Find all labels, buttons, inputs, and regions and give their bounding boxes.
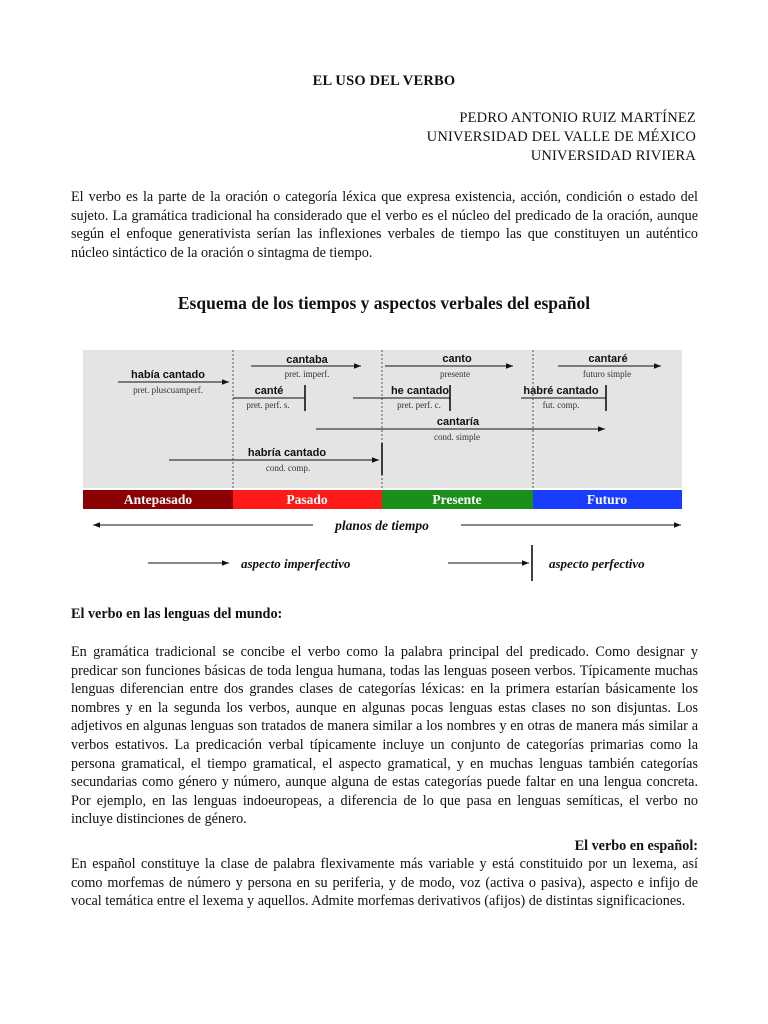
tense-desc-cantaria: cond. simple — [434, 432, 480, 442]
document-title: EL USO DEL VERBO — [312, 73, 456, 89]
tense-diagram-svg — [71, 274, 698, 602]
tense-verb-habre: habré cantado — [523, 385, 599, 397]
author-block — [427, 109, 696, 166]
intro-paragraph: El verbo es la parte de la oración o categoría léxica que expresa existencia, acción, condición o estado del sujeto. La gramática tradicional ha considerado que el verbo es el núcleo del predicado de la oración, aunque según el enfoque generativista serían las inflexiones verbales de tiempo las que constituyen un auténtico núcleo sintáctico de la oración o sintagma de tiempo. — [71, 189, 698, 261]
tense-verb-cantare: cantaré — [588, 353, 628, 365]
affiliation-2: UNIVERSIDAD RIVIERA — [530, 148, 696, 164]
author-name: PEDRO ANTONIO RUIZ MARTÍNEZ — [459, 110, 696, 126]
tense-desc-habia: pret. pluscuamperf. — [133, 385, 203, 395]
tense-desc-he: pret. perf. c. — [397, 400, 441, 410]
period-label-futuro: Futuro — [586, 492, 628, 507]
tense-desc-canto: presente — [440, 369, 470, 379]
period-label-pasado: Pasado — [286, 492, 328, 507]
tense-verb-cantaria: cantaría — [436, 416, 480, 428]
aspect-imperfect-label: aspecto imperfectivo — [241, 556, 351, 571]
diagram-title: Esquema de los tiempos y aspectos verbales del español — [177, 293, 591, 313]
section-paragraph-spanish: En español constituye la clase de palabra flexivamente más variable y está constituido por un lexema, así como morfemas de número y persona en su periferia, y de modo, voz (activa o pasiva), aspecto e infijo de vocal temática entre el lexema y aquellos. Admite morfemas derivativos (afijos) de distintas significaciones. — [71, 856, 698, 910]
section-heading-world: El verbo en las lenguas del mundo: — [71, 606, 283, 622]
tense-desc-cante: pret. perf. s. — [246, 400, 290, 410]
section-paragraph-world: En gramática tradicional se concibe el verbo como la palabra principal del predicado. Como designar y predicar son funciones básicas de toda lengua humana, todas las lenguas poseen verbos. Típicamente muchas lenguas diferencian entre dos grandes clases de categorías léxicas: en la primera estarían básicamente los nombres y en la segunda los verbos, aunque en algunas pocas lenguas estas clases no son disjuntas. Los adjetivos en algunas lenguas son tratados de manera similar a los nombres y en otras de manera más similar a verbos estativos. La predicación verbal típicamente incluye un conjunto de categorías primarias como la persona gramatical, el tiempo gramatical, el aspecto gramatical, y en muchas lenguas también categorías secundarias como género y número, aunque alguna de estas categorías puede faltar en una lengua concreta. Por ejemplo, en las lenguas indoeuropeas, a diferencia de lo que pasa en lenguas semíticas, el verbo no incluye distinciones de género. — [71, 644, 698, 828]
section-heading-spanish: El verbo en español: — [574, 838, 698, 854]
tense-diagram — [71, 274, 698, 602]
tense-verb-habia: había cantado — [131, 369, 205, 381]
period-bar — [83, 490, 682, 509]
aspect-perfect-label: aspecto perfectivo — [549, 556, 645, 571]
tense-desc-habre: fut. comp. — [542, 400, 580, 410]
tense-desc-habria: cond. comp. — [265, 463, 311, 473]
tense-desc-cantare: futuro simple — [582, 369, 632, 379]
tense-verb-cantaba: cantaba — [286, 354, 328, 366]
tense-verb-canto: canto — [442, 353, 472, 365]
tense-verb-habria: habría cantado — [247, 447, 327, 459]
affiliation-1: UNIVERSIDAD DEL VALLE DE MÉXICO — [426, 129, 696, 145]
tense-verb-cante: canté — [254, 385, 284, 397]
tense-verb-he: he cantado — [390, 385, 450, 397]
tense-desc-cantaba: pret. imperf. — [284, 369, 330, 379]
period-label-presente: Presente — [432, 492, 482, 507]
period-label-antepasado: Antepasado — [123, 492, 193, 507]
planes-label: planos de tiempo — [335, 518, 429, 533]
